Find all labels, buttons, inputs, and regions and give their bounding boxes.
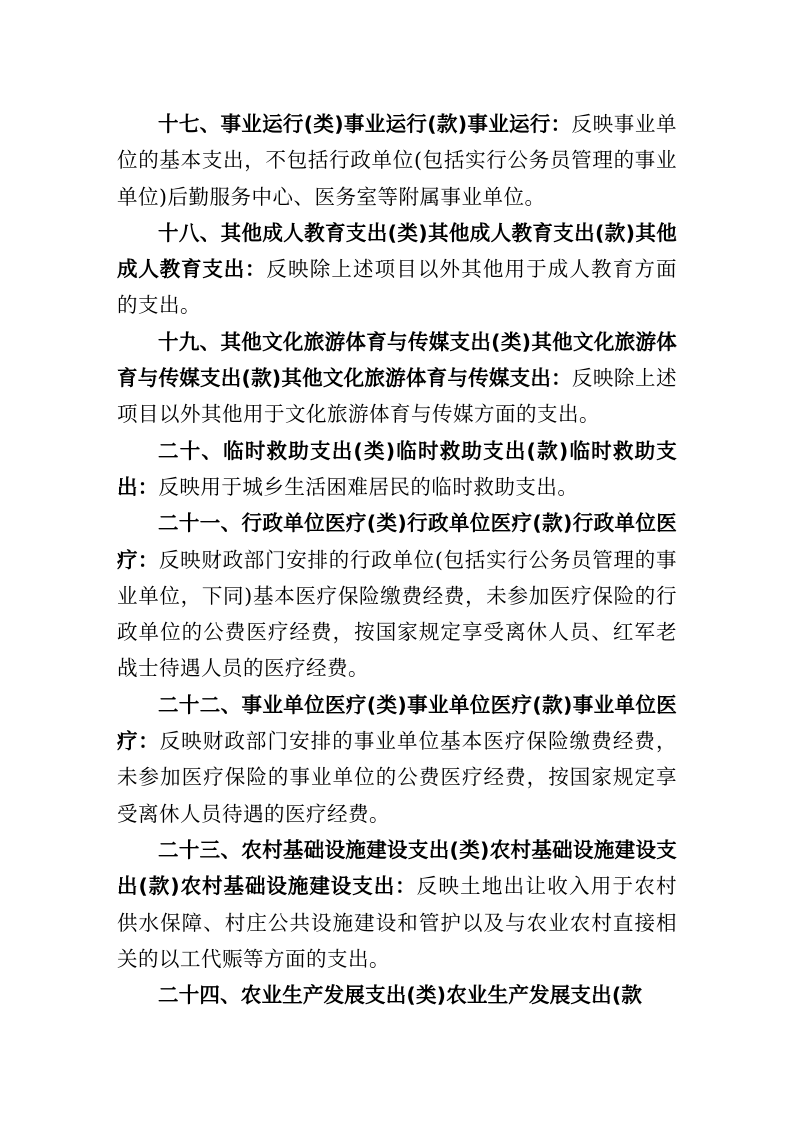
paragraph-heading: 二十、临时救助支出(类)临时救助支出(款)临时救助支出： [117, 438, 677, 499]
paragraph-heading: 十九、其他文化旅游体育与传媒支出(类)其他文化旅游体育与传媒支出(款)其他文化旅游体育与传媒支出： [117, 329, 677, 391]
paragraph-body: 反映用于城乡生活困难居民的临时救助支出。 [158, 474, 579, 499]
paragraph-body: 反映除上述项目以外其他用于成人教育方面的支出。 [117, 257, 677, 318]
paragraph-18 [117, 215, 677, 324]
document-page [117, 106, 677, 1013]
paragraph-24 [117, 977, 677, 1013]
paragraph-heading: 十七、事业运行(类)事业运行(款)事业运行： [158, 112, 572, 136]
paragraph-heading: 十八、其他成人教育支出(类)其他成人教育支出(款)其他成人教育支出： [117, 220, 677, 282]
paragraph-body: 反映事业单位的基本支出，不包括行政单位(包括实行公务员管理的事业单位)后勤服务中心、医务室等附属事业单位。 [117, 112, 677, 209]
paragraph-heading: 二十三、农村基础设施建设支出(类)农村基础设施建设支出(款)农村基础设施建设支出： [117, 837, 677, 899]
paragraph-20 [117, 433, 677, 506]
paragraph-23 [117, 832, 677, 977]
paragraph-body: 反映财政部门安排的事业单位基本医疗保险缴费经费，未参加医疗保险的事业单位的公费医疗经费，按国家规定享受离休人员待遇的医疗经费。 [117, 729, 678, 826]
paragraph-heading: 二十一、行政单位医疗(类)行政单位医疗(款)行政单位医疗： [117, 511, 677, 572]
paragraph-17 [117, 106, 677, 215]
paragraph-heading: 二十二、事业单位医疗(类)事业单位医疗(款)事业单位医疗： [117, 692, 677, 754]
paragraph-19 [117, 324, 677, 433]
paragraph-21 [117, 505, 677, 686]
paragraph-body: 反映财政部门安排的行政单位(包括实行公务员管理的事业单位，下同)基本医疗保险缴费经费，未参加医疗保险的行政单位的公费医疗经费，按国家规定享受离休人员、红军老战士待遇人员的医疗经费。 [117, 547, 677, 681]
paragraph-heading: 二十四、农业生产发展支出(类)农业生产发展支出(款 [158, 983, 643, 1008]
paragraph-body: 反映土地出让收入用于农村供水保障、村庄公共设施建设和管护以及与农业农村直接相关的以工代赈等方面的支出。 [117, 874, 677, 971]
paragraph-22 [117, 687, 677, 832]
paragraph-body: 反映除上述项目以外其他用于文化旅游体育与传媒方面的支出。 [117, 366, 677, 427]
